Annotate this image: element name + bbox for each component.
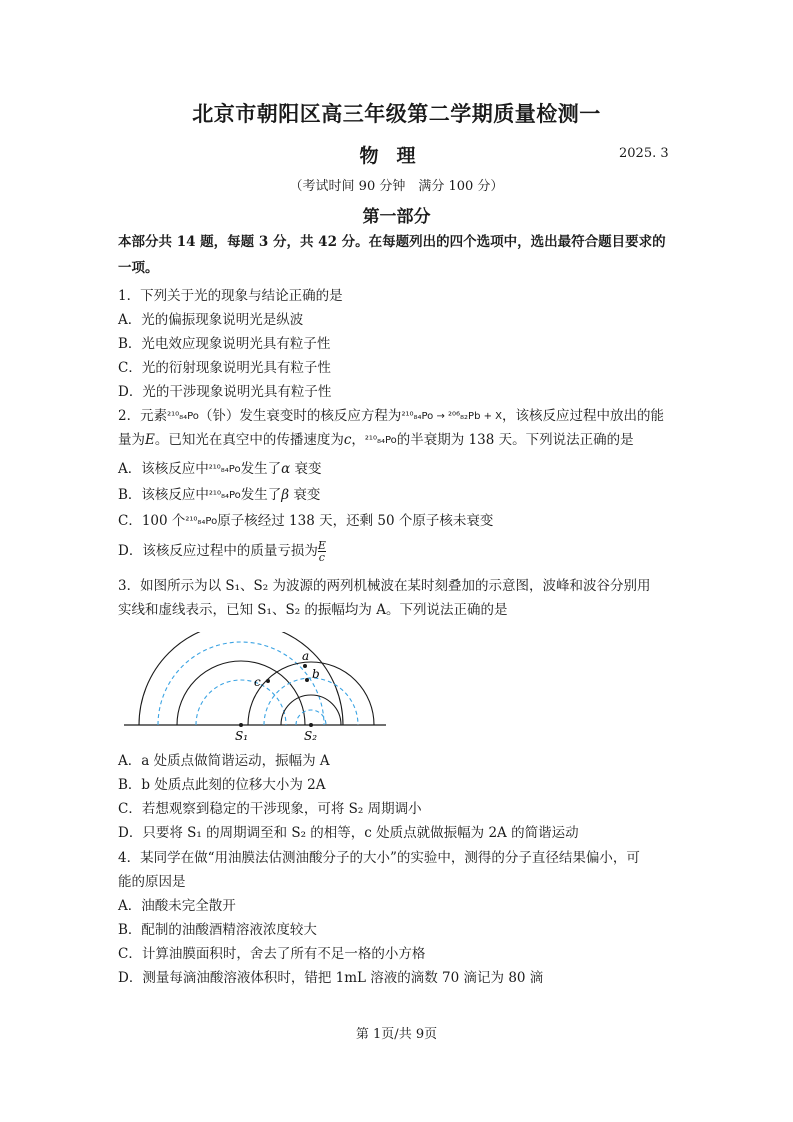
po-nuclide: ²¹⁰₈₄Po bbox=[167, 411, 199, 422]
q2-stem-line1 bbox=[118, 404, 664, 424]
alpha-symbol: α bbox=[281, 461, 291, 477]
mass-defect-fraction bbox=[318, 540, 326, 563]
q2-line2-a: 量为 bbox=[118, 432, 145, 448]
beta-symbol: β bbox=[281, 487, 290, 503]
fraction-numerator: E bbox=[317, 539, 326, 552]
q2-line2-d: 的半衰期为 138 天。下列说法正确的是 bbox=[396, 432, 634, 448]
q2-optA-c: 衰变 bbox=[290, 461, 322, 477]
q4-option-c: C．计算油膜面积时，舍去了所有不足一格的小方格 bbox=[118, 946, 426, 962]
q2-stem-b: （钋）发生衰变时的核反应方程为 bbox=[198, 408, 402, 424]
label-b: b bbox=[312, 667, 320, 681]
point-a bbox=[303, 664, 307, 668]
subject-title: 物理 bbox=[359, 145, 434, 167]
q4-option-b: B．配制的油酸酒精溶液浓度较大 bbox=[118, 922, 317, 938]
point-b bbox=[305, 678, 309, 682]
q2-optC-b: 原子核经过 138 天，还剩 50 个原子核未衰变 bbox=[217, 513, 494, 529]
s2-trough-inner bbox=[296, 710, 326, 725]
q2-stem-c: ，该核反应过程中放出的能 bbox=[502, 408, 665, 424]
label-a: a bbox=[302, 649, 310, 663]
q2-option-b bbox=[118, 483, 320, 503]
s1-trough-outer bbox=[158, 642, 324, 725]
label-s2: S₂ bbox=[304, 729, 318, 743]
po-nuclide: ²¹⁰₈₄Po bbox=[364, 435, 397, 446]
q3-stem-line1: 3．如图所示为以 S₁、S₂ 为波源的两列机械波在某时刻叠加的示意图，波峰和波谷分别用 bbox=[118, 578, 651, 594]
page-title: 北京市朝阳区高三年级第二学期质量检测一 bbox=[192, 101, 601, 126]
q2-optA-a: A．该核反应中 bbox=[118, 461, 209, 477]
q2-optA-b: 发生了 bbox=[240, 461, 282, 477]
q1-option-b: B．光电效应现象说明光具有粒子性 bbox=[118, 336, 331, 352]
label-c: c bbox=[254, 675, 261, 689]
q3-option-b: B．b 处质点此刻的位移大小为 2A bbox=[118, 777, 326, 793]
page-footer: 第 1页/共 9页 bbox=[355, 1027, 438, 1042]
q3-stem-line2: 实线和虚线表示，已知 S₁、S₂ 的振幅均为 A。下列说法正确的是 bbox=[118, 602, 508, 618]
q1-stem: 1．下列关于光的现象与结论正确的是 bbox=[118, 288, 343, 304]
s2-point bbox=[309, 723, 313, 727]
q4-option-d: D．测量每滴油酸溶液体积时，错把 1mL 溶液的滴数 70 滴记为 80 滴 bbox=[118, 970, 544, 986]
q2-line2-b: 。已知光在真空中的传播速度为 bbox=[154, 432, 344, 448]
label-s1: S₁ bbox=[235, 729, 249, 743]
s2-crest-outer bbox=[248, 662, 374, 725]
q2-optB-b: 发生了 bbox=[240, 487, 282, 503]
q2-stem-line2 bbox=[118, 428, 634, 448]
q1-option-a: A．光的偏振现象说明光是纵波 bbox=[118, 312, 304, 328]
q4-option-a: A．油酸未完全散开 bbox=[118, 898, 236, 914]
q2-optB-c: 衰变 bbox=[289, 487, 321, 503]
s1-point bbox=[239, 723, 243, 727]
wave-interference-figure bbox=[118, 632, 388, 744]
q2-option-d bbox=[118, 539, 326, 563]
po-nuclide: ²¹⁰₈₄Po bbox=[208, 490, 241, 501]
po-nuclide: ²¹⁰₈₄Po bbox=[185, 516, 218, 527]
q1-option-c: C．光的衍射现象说明光具有粒子性 bbox=[118, 360, 331, 376]
s1-trough-inner bbox=[196, 680, 286, 725]
exam-info: （考试时间 90 分钟 满分 100 分） bbox=[289, 179, 504, 194]
q2-line2-c: ， bbox=[351, 432, 365, 448]
section-instructions: 本部分共 14 题，每题 3 分，共 42 分。在每题列出的四个选项中，选出最符合题目要求的一项。 bbox=[118, 234, 666, 276]
q2-option-a bbox=[118, 457, 322, 477]
q3-option-d: D．只要将 S₁ 的周期调至和 S₂ 的相等，c 处质点就做振幅为 2A 的简谐运动 bbox=[118, 825, 579, 841]
q4-stem-line1: 4．某同学在做“用油膜法估测油酸分子的大小”的实验中，测得的分子直径结果偏小，可 bbox=[118, 850, 640, 866]
q4-stem-line2: 能的原因是 bbox=[118, 874, 186, 890]
s2-trough-outer bbox=[264, 678, 358, 725]
q2-optC-a: C．100 个 bbox=[118, 513, 186, 529]
point-c bbox=[266, 679, 270, 683]
q3-option-c: C．若想观察到稳定的干涉现象，可将 S₂ 周期调小 bbox=[118, 801, 422, 817]
exam-date: 2025. 3 bbox=[619, 146, 669, 161]
q2-option-c bbox=[118, 509, 493, 529]
section-title: 第一部分 bbox=[362, 207, 431, 227]
po-nuclide: ²¹⁰₈₄Po bbox=[208, 464, 241, 475]
s1-crest-inner bbox=[177, 661, 305, 725]
fraction-denominator: c bbox=[318, 551, 325, 564]
q2-optD-a: D．该核反应过程中的质量亏损为 bbox=[118, 543, 318, 559]
q3-option-a: A．a 处质点做简谐运动，振幅为 A bbox=[118, 753, 330, 769]
speed-symbol: c bbox=[343, 432, 352, 448]
q2-stem-a: 2．元素 bbox=[118, 408, 168, 424]
q1-option-d: D．光的干涉现象说明光具有粒子性 bbox=[118, 384, 332, 400]
q2-optB-a: B．该核反应中 bbox=[118, 487, 209, 503]
reaction-equation: ²¹⁰₈₄Po → ²⁰⁶₈₂Pb + X bbox=[401, 411, 503, 422]
energy-symbol: E bbox=[145, 432, 155, 448]
